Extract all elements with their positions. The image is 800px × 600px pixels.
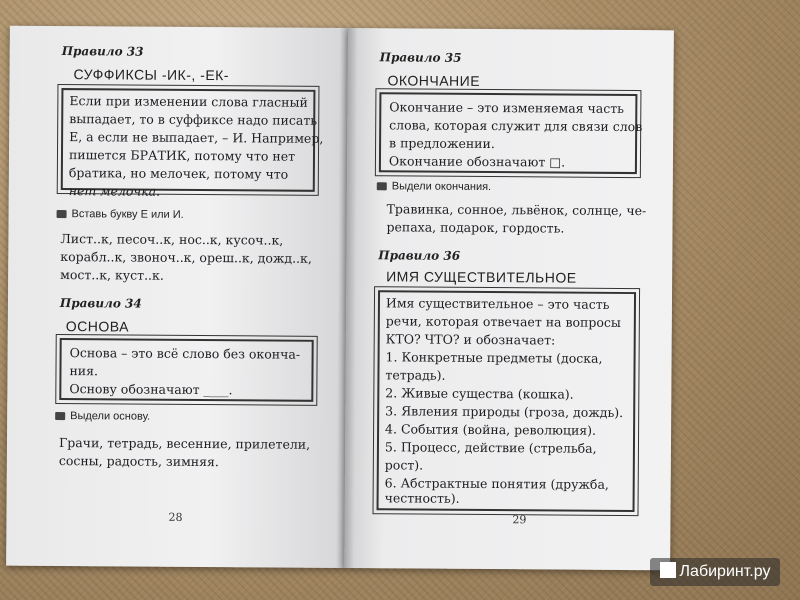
rule-36-line: тетрадь).: [385, 367, 446, 383]
rule-33-line: братика, но мелочек, потому что: [68, 165, 289, 182]
rule-36-line: 4. События (война, революция).: [385, 421, 597, 438]
rule-35-title: ОКОНЧАНИЕ: [387, 72, 481, 89]
rule-36-line: 3. Явления природы (гроза, дождь).: [385, 403, 624, 420]
task-2-line: сосны, радость, зимняя.: [58, 453, 219, 470]
task-3: [377, 180, 491, 193]
rule-36-header: Правило 36: [378, 248, 461, 263]
task-2-line: Грачи, тетрадь, весенние, прилетели,: [58, 435, 311, 452]
rule-36-line: честность).: [384, 490, 460, 506]
task-2-label: Выдели основу.: [70, 410, 151, 423]
task-3-line: Травинка, сонное, львёнок, солнце, че-: [386, 201, 647, 219]
rule-36-line: речи, которая отвечает на вопросы: [385, 313, 621, 330]
book-spine: [336, 28, 358, 568]
rule-34-line: Основа – это всё слово без оконча-: [69, 345, 301, 362]
rule-36-title: ИМЯ СУЩЕСТВИТЕЛЬНОЕ: [386, 268, 577, 286]
rule-36-line: рост).: [384, 457, 424, 473]
labirint-logo-icon: [660, 562, 676, 578]
task-3-line: репаха, подарок, гордость.: [386, 219, 565, 236]
rule-36-line: 5. Процесс, действие (стрельба,: [384, 439, 597, 456]
rule-33-line: Е, а если не выпадает, – И. Например,: [69, 129, 324, 146]
rule-36-line: 6. Абстрактные понятия (дружба,: [384, 475, 609, 492]
task-1-line: Лист..к, песоч..к, нос..к, кусоч..к,: [60, 231, 284, 248]
page-number-left: 28: [168, 510, 183, 524]
task-icon: [55, 412, 65, 420]
task-1-line: мост..к, куст..к.: [60, 267, 164, 283]
rule-34-title: ОСНОВА: [65, 318, 130, 335]
left-page: [6, 26, 348, 568]
rule-36-line: КТО? ЧТО? и обозначает:: [385, 331, 556, 348]
watermark-text: Лабиринт.ру: [679, 563, 771, 580]
task-icon: [57, 210, 67, 218]
rule-33-title: СУФФИКСЫ -ИК-, -ЕК-: [73, 66, 230, 84]
rule-35-header: Правило 35: [379, 50, 462, 65]
open-book: [6, 26, 674, 571]
rule-35-line: слова, которая служит для связи слов: [389, 117, 643, 135]
rule-34-line: Основу обозначают ____.: [69, 381, 233, 398]
rule-33-line: Если при изменении слова гласный: [69, 93, 308, 110]
task-1: [57, 208, 184, 221]
task-2: [55, 410, 150, 423]
rule-34-line: ния.: [69, 363, 99, 379]
rule-35-line: в предложении.: [389, 135, 495, 152]
rule-36-line: Имя существительное – это часть: [385, 295, 610, 312]
rule-35-line: Окончание обозначают □.: [388, 153, 566, 170]
rule-35-line: Окончание – это изменяемая часть: [389, 99, 625, 116]
rule-34-header: Правило 34: [59, 296, 142, 311]
task-1-label: Вставь букву Е или И.: [71, 208, 184, 221]
rule-33-header: Правило 33: [61, 44, 144, 59]
task-3-label: Выдели окончания.: [391, 180, 492, 194]
page-number-right: 29: [512, 513, 527, 527]
right-page: [344, 28, 674, 570]
task-1-line: корабл..к, звоноч..к, ореш..к, дожд..к,: [60, 249, 312, 266]
rule-36-line: 2. Живые существа (кошка).: [385, 385, 574, 402]
watermark: [650, 558, 780, 586]
rule-36-line: 1. Конкретные предметы (доска,: [385, 349, 603, 366]
task-icon: [377, 182, 387, 190]
rule-33-line: выпадает, то в суффиксе надо писать: [69, 111, 318, 128]
rule-33-line: пишется БРАТИК, потому что нет: [68, 147, 296, 164]
rule-33-line: нет мелочка.: [68, 183, 161, 199]
